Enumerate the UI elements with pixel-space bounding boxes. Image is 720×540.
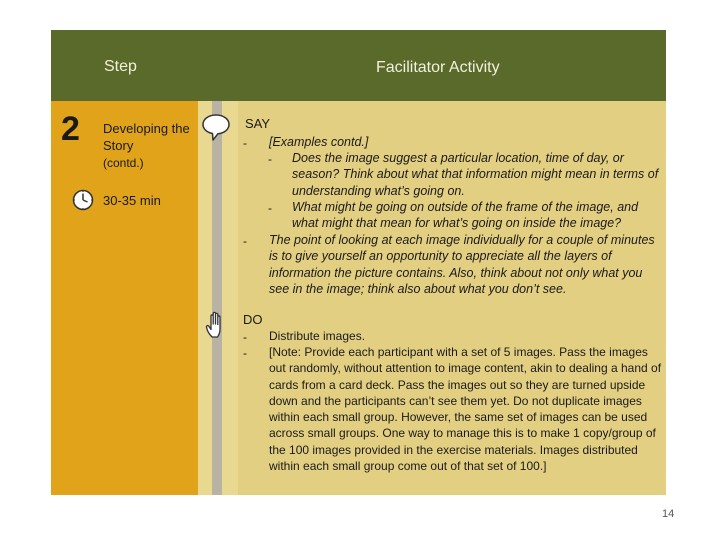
say-question-2: What might be going on outside of the frame of the image, and what might that mean for what’s going on inside the image?: [292, 200, 639, 231]
page-number: 14: [662, 508, 675, 520]
step-number: 2: [61, 110, 80, 148]
clock-icon: [72, 189, 94, 211]
say-sub-bullet-2: -: [268, 201, 272, 215]
say-sub-bullet-1: -: [268, 152, 272, 166]
hand-icon: [204, 310, 230, 338]
say-bullet-2: -: [243, 234, 247, 248]
say-intro: [Examples contd.]: [269, 135, 369, 149]
divider-line: [212, 101, 222, 495]
say-question-1: Does the image suggest a particular location, time of day, or season? Think about what that information might mean in terms of understanding what’s going on.: [292, 151, 659, 198]
do-item-1: Distribute images.: [269, 329, 366, 343]
do-item-2: [Note: Provide each participant with a set of 5 images. Pass the images out randomly, without attention to image content, akin to dealing a hand of cards from a card deck. Pass the images out so they are turned upside down and the participants can’t see them yet. Do not duplicate images within each small group. However, the same set of images can be used across small groups. One way to manage this is to make 1 copy/group of the 100 images provided in the exercise materials. Images distributed within each small group come out of that set of 100.]: [269, 345, 662, 474]
speech-bubble-icon: [201, 112, 231, 142]
say-point: The point of looking at each image individually for a couple of minutes is to give yourself an opportunity to appreciate all the layers of information the picture contains. Also, think about not only what you see in the image; think also about what you don’t see.: [269, 233, 655, 296]
say-label: SAY: [245, 116, 271, 131]
do-bullet-1: -: [243, 330, 247, 344]
step-column-header: Step: [104, 58, 137, 75]
time-estimate: 30-35 min: [103, 193, 161, 208]
step-title: Developing the Story: [103, 121, 190, 153]
do-bullet-2: -: [243, 346, 247, 360]
step-subtitle: (contd.): [103, 156, 144, 170]
say-bullet: -: [243, 136, 247, 150]
do-label: DO: [243, 312, 263, 327]
table-header: [51, 30, 666, 101]
activity-column-header: Facilitator Activity: [376, 59, 500, 76]
